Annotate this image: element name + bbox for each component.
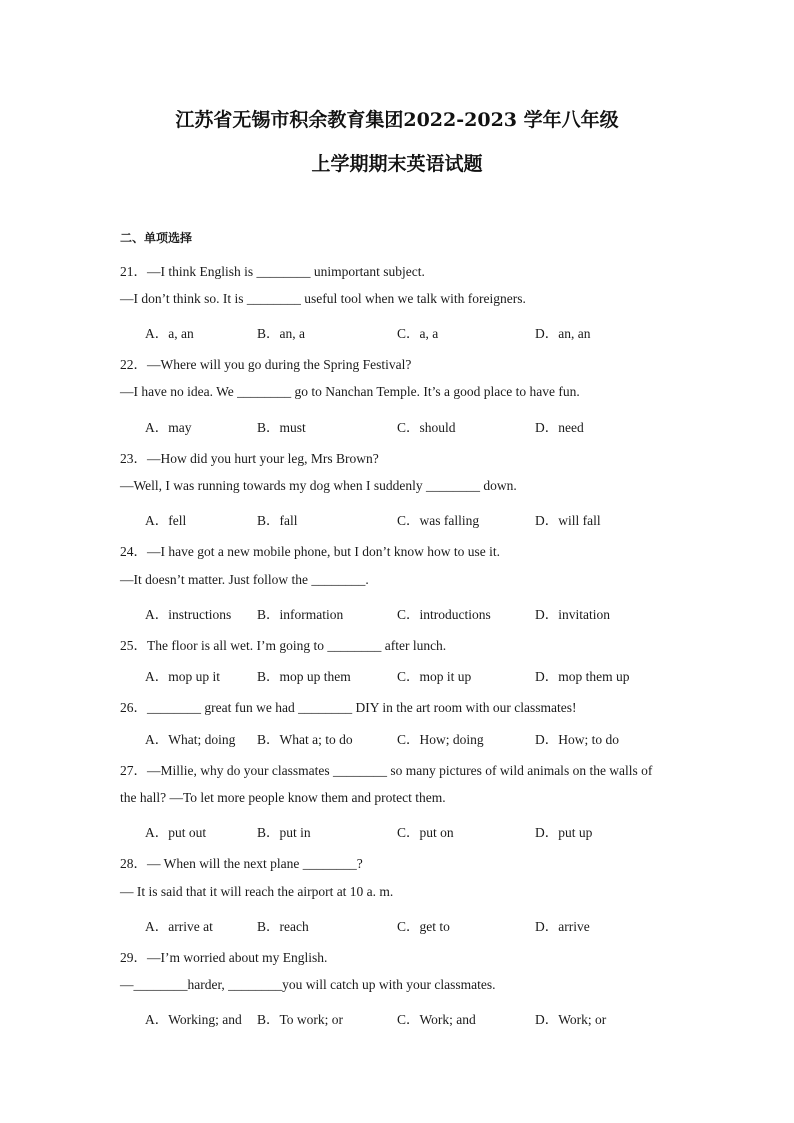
option-b[interactable]: B．put in bbox=[257, 825, 311, 840]
option-a[interactable]: A．instructions bbox=[145, 607, 232, 622]
question-24-reply: —It doesn’t matter. Just follow the ________. bbox=[120, 572, 369, 587]
option-d[interactable]: D．need bbox=[535, 420, 584, 435]
option-b[interactable]: B．fall bbox=[257, 513, 298, 528]
option-b[interactable]: B．information bbox=[257, 607, 344, 622]
question-29-stem: 29．—I’m worried about my English. bbox=[120, 950, 328, 965]
option-c[interactable]: C．should bbox=[397, 420, 456, 435]
question-23-stem: 23．—How did you hurt your leg, Mrs Brown? bbox=[120, 451, 379, 466]
option-d[interactable]: D．invitation bbox=[535, 607, 610, 622]
option-b[interactable]: B．an, a bbox=[257, 326, 305, 341]
question-22-options bbox=[145, 416, 705, 434]
option-c[interactable]: C．mop it up bbox=[397, 669, 472, 684]
question-28-options bbox=[145, 915, 705, 933]
question-29-options bbox=[145, 1008, 705, 1026]
question-22-stem: 22．—Where will you go during the Spring Festival? bbox=[120, 357, 412, 372]
option-a[interactable]: A．a, an bbox=[145, 326, 194, 341]
document-subtitle: 上学期期末英语试题 bbox=[311, 153, 483, 175]
option-d[interactable]: D．Work; or bbox=[535, 1012, 607, 1027]
option-c[interactable]: C．Work; and bbox=[397, 1012, 476, 1027]
question-21-stem: 21．—I think English is ________ unimportant subject. bbox=[120, 264, 425, 279]
question-27-stem-continued: the hall? —To let more people know them and protect them. bbox=[120, 790, 446, 805]
question-27-options bbox=[145, 821, 705, 839]
option-d[interactable]: D．an, an bbox=[535, 326, 591, 341]
option-a[interactable]: A．What; doing bbox=[145, 732, 236, 747]
option-b[interactable]: B．What a; to do bbox=[257, 732, 353, 747]
option-b[interactable]: B．mop up them bbox=[257, 669, 351, 684]
question-24-options bbox=[145, 603, 705, 621]
question-26-options bbox=[145, 728, 705, 746]
question-26-stem: 26．________ great fun we had ________ DIY in the art room with our classmates! bbox=[120, 700, 577, 715]
document-title: 江苏省无锡市积余教育集团2022-2023 学年八年级 bbox=[175, 109, 619, 131]
option-b[interactable]: B．To work; or bbox=[257, 1012, 344, 1027]
option-a[interactable]: A．Working; and bbox=[145, 1012, 242, 1027]
section-heading: 二、单项选择 bbox=[120, 231, 193, 245]
question-23-reply: —Well, I was running towards my dog when I suddenly ________ down. bbox=[120, 478, 517, 493]
question-24-stem: 24．—I have got a new mobile phone, but I don’t know how to use it. bbox=[120, 544, 500, 559]
option-d[interactable]: D．arrive bbox=[535, 919, 590, 934]
question-27-stem: 27．—Millie, why do your classmates ________ so many pictures of wild animals on the walls of bbox=[120, 763, 653, 778]
option-b[interactable]: B．reach bbox=[257, 919, 309, 934]
option-d[interactable]: D．mop them up bbox=[535, 669, 630, 684]
option-a[interactable]: A．put out bbox=[145, 825, 207, 840]
question-28-reply: — It is said that it will reach the airport at 10 a. m. bbox=[120, 884, 394, 899]
option-c[interactable]: C．How; doing bbox=[397, 732, 484, 747]
question-28-stem: 28．— When will the next plane ________? bbox=[120, 856, 363, 871]
option-a[interactable]: A．mop up it bbox=[145, 669, 221, 684]
option-d[interactable]: D．How; to do bbox=[535, 732, 619, 747]
question-21-reply: —I don’t think so. It is ________ useful tool when we talk with foreigners. bbox=[120, 291, 526, 306]
question-29-reply: —________harder, ________you will catch up with your classmates. bbox=[120, 977, 496, 992]
option-b[interactable]: B．must bbox=[257, 420, 306, 435]
question-22-reply: —I have no idea. We ________ go to Nanchan Temple. It’s a good place to have fun. bbox=[120, 384, 580, 399]
option-a[interactable]: A．fell bbox=[145, 513, 187, 528]
option-c[interactable]: C．put on bbox=[397, 825, 454, 840]
option-d[interactable]: D．will fall bbox=[535, 513, 601, 528]
question-25-options bbox=[145, 665, 705, 683]
question-23-options bbox=[145, 509, 705, 527]
option-c[interactable]: C．get to bbox=[397, 919, 450, 934]
option-c[interactable]: C．a, a bbox=[397, 326, 439, 341]
option-d[interactable]: D．put up bbox=[535, 825, 593, 840]
option-a[interactable]: A．may bbox=[145, 420, 192, 435]
option-c[interactable]: C．was falling bbox=[397, 513, 480, 528]
question-25-stem: 25．The floor is all wet. I’m going to ________ after lunch. bbox=[120, 638, 447, 653]
option-c[interactable]: C．introductions bbox=[397, 607, 491, 622]
question-21-options bbox=[145, 322, 705, 340]
option-a[interactable]: A．arrive at bbox=[145, 919, 213, 934]
